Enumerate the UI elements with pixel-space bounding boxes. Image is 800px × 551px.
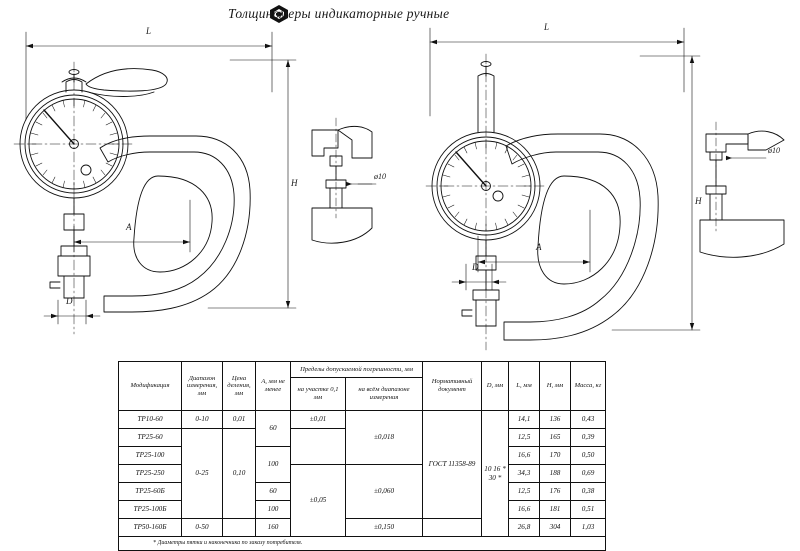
cell-mass: 0,51: [571, 501, 606, 519]
cell-lim-all: ±0,150: [346, 519, 423, 537]
cell-l: 16,6: [509, 447, 540, 465]
cell-h: 165: [540, 429, 571, 447]
cell-a: 100: [256, 501, 291, 519]
cell-lim-all: ±0,018: [346, 411, 423, 465]
cell-a: 60: [256, 483, 291, 501]
col-d: D, мм: [482, 362, 509, 411]
cell-mass: 0,43: [571, 411, 606, 429]
table-footnote-row: [119, 537, 606, 551]
col-l: L, мм: [509, 362, 540, 411]
table-row: [119, 519, 606, 537]
cell-model: ТР10-60: [119, 411, 182, 429]
specification-table: [118, 361, 606, 551]
dim-label-A-right: A: [536, 242, 542, 252]
dim-label-A-left: A: [126, 222, 132, 232]
cell-h: 304: [540, 519, 571, 537]
cell-lim-sec: ±0,05: [291, 465, 346, 537]
cell-h: 176: [540, 483, 571, 501]
dim-label-d-right-detail: ø10: [768, 146, 780, 155]
cell-range: 0-25: [182, 429, 223, 519]
cell-division: [223, 519, 256, 537]
dim-label-D-right: D: [472, 262, 479, 272]
cell-d: 10 16 * 30 *: [482, 411, 509, 537]
col-mass: Масса, кг: [571, 362, 606, 411]
cell-l: 26,8: [509, 519, 540, 537]
dim-label-L-left: L: [146, 26, 152, 36]
col-a: A, мм не менее: [256, 362, 291, 411]
cell-a: 60: [256, 411, 291, 447]
cell-range: 0-50: [182, 519, 223, 537]
cell-a: 100: [256, 447, 291, 483]
table-header-row: [119, 362, 606, 378]
col-h: H, мм: [540, 362, 571, 411]
cell-mass: 0,50: [571, 447, 606, 465]
cell-division: 0,10: [223, 429, 256, 519]
dim-label-H-left: H: [291, 178, 298, 188]
cell-mass: 0,39: [571, 429, 606, 447]
col-document: Нормативный документ: [423, 362, 482, 411]
cell-h: 181: [540, 501, 571, 519]
cell-a: 160: [256, 519, 291, 537]
cell-range: 0-10: [182, 411, 223, 429]
cell-mass: 0,69: [571, 465, 606, 483]
col-range: Диапазон измерения, мм: [182, 362, 223, 411]
cell-lim-all: ±0,060: [346, 465, 423, 519]
dim-label-d-left-detail: ø10: [374, 172, 386, 181]
cell-l: 12,5: [509, 483, 540, 501]
cell-model: ТР25-100Б: [119, 501, 182, 519]
cell-h: 170: [540, 447, 571, 465]
cell-lim-sec: ±0,01: [291, 411, 346, 429]
cell-mass: 1,03: [571, 519, 606, 537]
col-division: Цена деления, мм: [223, 362, 256, 411]
cell-lim-sec: [291, 429, 346, 465]
cell-division: 0,01: [223, 411, 256, 429]
dim-label-L-right: L: [544, 22, 550, 32]
cell-l: 12,5: [509, 429, 540, 447]
page-title: Толщиномеры индикаторные ручные: [228, 6, 450, 21]
cell-l: 14,1: [509, 411, 540, 429]
cell-model: ТР25-250: [119, 465, 182, 483]
col-limits-group: Пределы допускаемой погрешности, мм: [291, 362, 423, 378]
cell-document: ГОСТ 11358-89: [423, 411, 482, 519]
col-limits-all: на всём диапазоне измерения: [346, 378, 423, 411]
cell-model: ТР25-60: [119, 429, 182, 447]
cell-h: 188: [540, 465, 571, 483]
cell-model: ТР25-60Б: [119, 483, 182, 501]
cell-h: 136: [540, 411, 571, 429]
col-limits-section: на участке 0,1 мм: [291, 378, 346, 411]
dim-label-H-right: H: [695, 196, 702, 206]
cell-mass: 0,38: [571, 483, 606, 501]
cell-model: ТР25-100: [119, 447, 182, 465]
table-row: [119, 411, 606, 429]
table-footnote: * Диаметры пятки и наконечника по заказу потребителя.: [119, 537, 606, 551]
cell-l: 34,3: [509, 465, 540, 483]
col-modification: Модификация: [119, 362, 182, 411]
cell-model: ТР50-160Б: [119, 519, 182, 537]
dim-label-D-left: D: [66, 296, 73, 306]
cell-l: 16,6: [509, 501, 540, 519]
cell-document: [423, 519, 482, 537]
